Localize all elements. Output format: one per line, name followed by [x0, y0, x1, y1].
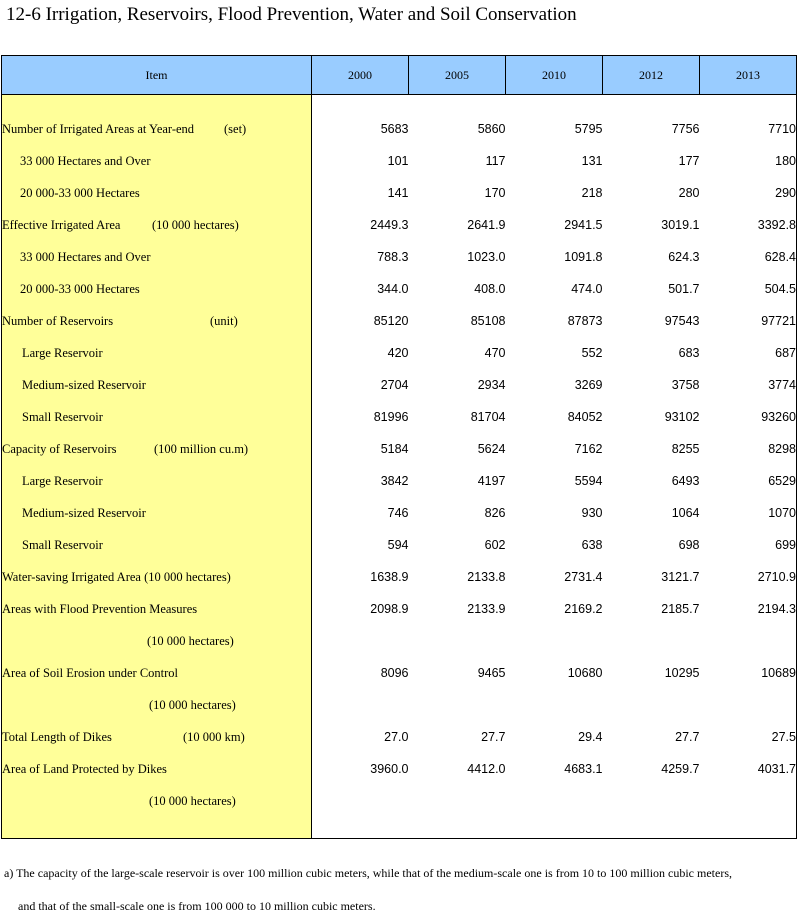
value-cell: 638: [581, 538, 603, 552]
value-cell: 10295: [664, 666, 700, 680]
value-cell: 290: [775, 186, 796, 200]
value-cell: 27.7: [481, 730, 506, 744]
value-cell: 474.0: [571, 282, 603, 296]
value-cell: 2133.9: [467, 602, 506, 616]
table-row: [2, 401, 797, 433]
row-unit: (10 000 hectares): [152, 217, 239, 232]
value-cell: 7756: [671, 122, 700, 136]
value-cell: 180: [775, 154, 796, 168]
table-row: [2, 497, 797, 529]
table-row: [2, 177, 797, 209]
value-cell: 141: [387, 186, 409, 200]
row-unit: (10 000 hectares): [2, 689, 312, 721]
value-cell: 2194.3: [757, 602, 796, 616]
value-cell: 6529: [768, 474, 796, 488]
row-label: Areas with Flood Prevention Measures: [2, 593, 312, 625]
table-row: [2, 753, 797, 785]
value-cell: 1091.8: [564, 250, 603, 264]
value-cell: 3392.8: [757, 218, 796, 232]
value-cell: 687: [775, 346, 796, 360]
value-cell: 624.3: [668, 250, 700, 264]
value-cell: 1023.0: [467, 250, 506, 264]
table-row: [2, 241, 797, 273]
row-label: 33 000 Hectares and Over: [2, 241, 312, 273]
table-row: [2, 593, 797, 625]
value-cell: 93102: [664, 410, 700, 424]
value-cell: 93260: [761, 410, 796, 424]
row-unit: (100 million cu.m): [154, 441, 249, 456]
row-label: Area of Soil Erosion under Control: [2, 657, 312, 689]
value-cell: 101: [387, 154, 409, 168]
row-label: 20 000-33 000 Hectares: [2, 177, 312, 209]
value-cell: 420: [387, 346, 409, 360]
value-cell: 2934: [477, 378, 506, 392]
value-cell: 131: [581, 154, 603, 168]
value-cell: 8255: [671, 442, 700, 456]
row-label: 33 000 Hectares and Over: [2, 145, 312, 177]
value-cell: 1064: [671, 506, 700, 520]
value-cell: 5683: [380, 122, 409, 136]
value-cell: 9465: [477, 666, 506, 680]
value-cell: 10689: [761, 666, 796, 680]
value-cell: 85108: [470, 314, 506, 328]
value-cell: 81996: [373, 410, 409, 424]
table-row: [2, 433, 797, 465]
table-row: [2, 113, 797, 145]
value-cell: 97543: [664, 314, 700, 328]
table-row: [2, 721, 797, 753]
value-cell: 177: [678, 154, 700, 168]
row-label: Small Reservoir: [2, 401, 312, 433]
row-label: Number of Irrigated Areas at Year-end: [2, 121, 195, 136]
value-cell: 1070: [768, 506, 796, 520]
value-cell: 628.4: [764, 250, 796, 264]
value-cell: 8096: [380, 666, 409, 680]
value-cell: 4412.0: [467, 762, 506, 776]
value-cell: 470: [484, 346, 506, 360]
value-cell: 3758: [671, 378, 700, 392]
value-cell: 683: [678, 346, 700, 360]
statistics-table: [1, 55, 797, 839]
table-row: [2, 529, 797, 561]
header-row: [2, 56, 797, 95]
value-cell: 117: [485, 154, 506, 168]
row-unit: (10 000 hectares): [2, 625, 312, 657]
table-row: [2, 145, 797, 177]
value-cell: 4259.7: [661, 762, 700, 776]
value-cell: 788.3: [377, 250, 409, 264]
value-cell: 2941.5: [564, 218, 603, 232]
value-cell: 5184: [380, 442, 409, 456]
footnote: and that of the small-scale one is from 100 000 to 10 million cubic meters.: [18, 899, 376, 913]
header-year: 2012: [603, 56, 700, 95]
table-row: [2, 657, 797, 689]
value-cell: 3019.1: [661, 218, 700, 232]
footnote: a) The capacity of the large-scale reservoir is over 100 million cubic meters, while that of the medium-scale one is from 10 to 100 million cubic meters,: [4, 866, 732, 880]
value-cell: 29.4: [578, 730, 603, 744]
value-cell: 826: [484, 506, 506, 520]
value-cell: 81704: [470, 410, 506, 424]
row-label: Medium-sized Reservoir: [2, 369, 312, 401]
row-label: Number of Reservoirs: [2, 313, 114, 328]
row-unit: (10 000 hectares): [2, 785, 312, 817]
header-year: 2010: [506, 56, 603, 95]
value-cell: 2704: [380, 378, 409, 392]
value-cell: 2641.9: [467, 218, 506, 232]
value-cell: 27.5: [771, 730, 796, 744]
row-label: Water-saving Irrigated Area (10 000 hectares): [2, 561, 312, 593]
value-cell: 2133.8: [467, 570, 506, 584]
spacer-cell: [2, 817, 312, 839]
value-cell: 5594: [574, 474, 603, 488]
value-cell: 10680: [567, 666, 603, 680]
table-row: [2, 465, 797, 497]
header-year: 2005: [409, 56, 506, 95]
header-year: 2000: [312, 56, 409, 95]
value-cell: 5795: [574, 122, 603, 136]
value-cell: 7710: [768, 122, 796, 136]
table-row: [2, 689, 797, 721]
spacer-cell: [2, 95, 312, 114]
value-cell: 602: [484, 538, 506, 552]
table-row: [2, 625, 797, 657]
value-cell: 87873: [567, 314, 603, 328]
value-cell: 5624: [477, 442, 506, 456]
value-cell: 3842: [380, 474, 409, 488]
row-unit: (set): [224, 121, 247, 136]
value-cell: 2449.3: [370, 218, 409, 232]
value-cell: 4683.1: [564, 762, 603, 776]
table-row: [2, 273, 797, 305]
value-cell: 27.7: [675, 730, 700, 744]
value-cell: 501.7: [668, 282, 700, 296]
header-item: Item: [2, 56, 312, 95]
value-cell: 84052: [567, 410, 603, 424]
table-row: [2, 785, 797, 817]
value-cell: 27.0: [384, 730, 409, 744]
value-cell: 6493: [671, 474, 700, 488]
value-cell: 3774: [768, 378, 796, 392]
page-title: 12-6 Irrigation, Reservoirs, Flood Prevention, Water and Soil Conservation: [6, 4, 577, 25]
row-label: Capacity of Reservoirs: [2, 441, 117, 456]
value-cell: 3960.0: [370, 762, 409, 776]
row-unit: (10 000 km): [183, 729, 245, 744]
value-cell: 594: [387, 538, 409, 552]
value-cell: 2731.4: [564, 570, 603, 584]
value-cell: 97721: [761, 314, 796, 328]
table-row: [2, 305, 797, 337]
value-cell: 699: [775, 538, 796, 552]
row-label: Area of Land Protected by Dikes: [2, 753, 312, 785]
value-cell: 5860: [477, 122, 506, 136]
row-label: Small Reservoir: [2, 529, 312, 561]
value-cell: 85120: [373, 314, 409, 328]
value-cell: 2185.7: [661, 602, 700, 616]
value-cell: 4197: [477, 474, 506, 488]
row-label: Medium-sized Reservoir: [2, 497, 312, 529]
value-cell: 1638.9: [370, 570, 409, 584]
value-cell: 746: [387, 506, 409, 520]
value-cell: 7162: [574, 442, 603, 456]
value-cell: 218: [581, 186, 603, 200]
table-row: [2, 337, 797, 369]
value-cell: 3121.7: [661, 570, 700, 584]
value-cell: 2098.9: [370, 602, 409, 616]
value-cell: 552: [581, 346, 603, 360]
value-cell: 2169.2: [564, 602, 603, 616]
value-cell: 280: [678, 186, 700, 200]
value-cell: 4031.7: [757, 762, 796, 776]
value-cell: 504.5: [764, 282, 796, 296]
row-unit: (unit): [210, 313, 238, 328]
row-label: 20 000-33 000 Hectares: [2, 273, 312, 305]
row-label: Large Reservoir: [2, 465, 312, 497]
value-cell: 698: [678, 538, 700, 552]
value-cell: 3269: [574, 378, 603, 392]
value-cell: 408.0: [474, 282, 506, 296]
value-cell: 8298: [768, 442, 796, 456]
table-row: [2, 561, 797, 593]
value-cell: 344.0: [377, 282, 409, 296]
value-cell: 930: [581, 506, 603, 520]
value-cell: 2710.9: [757, 570, 796, 584]
row-label: Total Length of Dikes: [2, 729, 112, 744]
row-label: Effective Irrigated Area: [2, 217, 121, 232]
table-row: [2, 369, 797, 401]
value-cell: 170: [484, 186, 506, 200]
header-year: 2013: [700, 56, 797, 95]
row-label: Large Reservoir: [2, 337, 312, 369]
table-row: [2, 209, 797, 241]
